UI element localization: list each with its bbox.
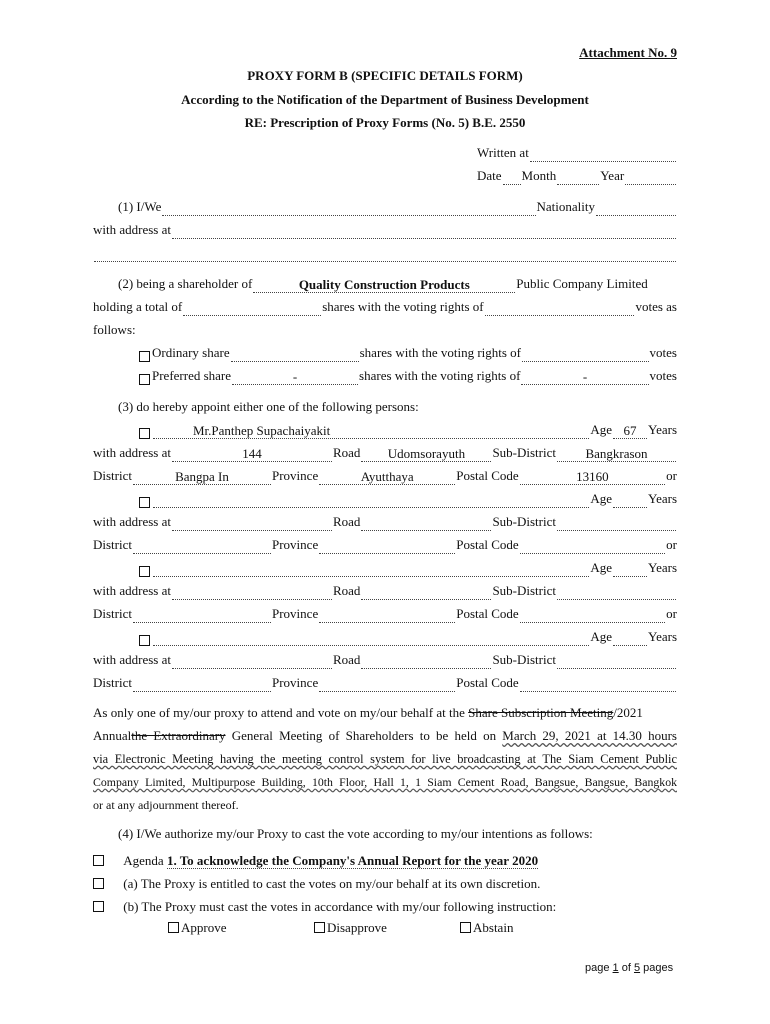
proxy1-district-row: District Bangpa In Province Ayutthaya Postal Code 13160 or (93, 468, 677, 484)
attachment-number: Attachment No. 9 (579, 45, 677, 60)
proxy2-address-row: with address at Road Sub-District (93, 513, 677, 531)
proxy2-age-field[interactable] (613, 494, 647, 508)
written-at-row: Written at (477, 144, 677, 162)
proxy1-postal-field[interactable]: 13160 (520, 471, 665, 485)
holding-row: holding a total of shares with the voting rights of votes as (93, 299, 677, 314)
form-title: PROXY FORM B (SPECIFIC DETAILS FORM) (247, 68, 523, 83)
ordinary-votes-field[interactable] (522, 348, 649, 362)
date-field[interactable] (503, 171, 521, 185)
proxy3-checkbox[interactable] (139, 566, 150, 577)
follows-label: follows: (93, 322, 136, 337)
option-a-checkbox[interactable] (93, 878, 104, 889)
section1-row: (1) I/We Nationality (118, 198, 677, 216)
meeting-line-1: As only one of my/our proxy to attend and vote on my/our behalf at the Share Subscription Meeting/2021 (93, 705, 643, 720)
preferred-votes-field[interactable]: - (521, 371, 648, 385)
proxy3-district-row: District Province Postal Code or (93, 606, 677, 621)
proxy3-district-field[interactable] (133, 609, 271, 623)
abstain-option: Abstain (460, 919, 610, 937)
proxy2-road-field[interactable] (361, 517, 491, 531)
option-b-checkbox[interactable] (93, 901, 104, 912)
proxy3-postal-field[interactable] (520, 609, 665, 623)
preferred-share-checkbox[interactable] (139, 374, 150, 385)
proxy1-road-field[interactable]: Udomsorayuth (361, 448, 491, 462)
proxy1-district-field[interactable]: Bangpa In (133, 471, 271, 485)
proxy3-address-field[interactable] (172, 586, 332, 600)
ordinary-share-checkbox[interactable] (139, 351, 150, 362)
date-row: Date Month Year (477, 167, 677, 185)
proxy1-province-field[interactable]: Ayutthaya (319, 471, 455, 485)
proxy4-district-row: District Province Postal Code (93, 674, 677, 692)
proxy1-checkbox[interactable] (139, 428, 150, 439)
section1-address-row-2 (93, 244, 677, 262)
proxy4-province-field[interactable] (319, 678, 455, 692)
proxy1-age-field[interactable]: 67 (613, 425, 647, 439)
meeting-line-3: via Electronic Meeting having the meeting control system for live broadcasting at The Siam Cement Public (93, 752, 677, 766)
agenda-title: 1. To acknowledge the Company's Annual Report for the year 2020 (166, 853, 539, 868)
approve-checkbox[interactable] (168, 922, 179, 933)
disapprove-option: Disapprove (314, 919, 464, 937)
proxy2-name-row: Age Years (139, 490, 677, 508)
appoint-label: (3) do hereby appoint either one of the following persons: (118, 399, 419, 414)
meeting-line-5: or at any adjournment thereof. (93, 798, 239, 812)
proxy1-address-row: with address at 144 Road Udomsorayuth Sub-District Bangkrason (93, 444, 677, 462)
proxy1-subdistrict-field[interactable]: Bangkrason (557, 448, 676, 462)
proxy4-address-row: with address at Road Sub-District (93, 651, 677, 669)
company-field[interactable]: Quality Construction Products (253, 279, 515, 293)
proxy3-subdistrict-field[interactable] (557, 586, 676, 600)
proxy3-address-row: with address at Road Sub-District (93, 582, 677, 600)
proxy3-province-field[interactable] (319, 609, 455, 623)
ordinary-shares-field[interactable] (231, 348, 359, 362)
section1-address-row: with address at (93, 221, 677, 239)
proxy4-name-row: Age Years (139, 628, 677, 646)
month-field[interactable] (557, 171, 599, 185)
proxy4-postal-field[interactable] (520, 678, 676, 692)
written-at-field[interactable] (530, 148, 676, 162)
option-a-row: (a) The Proxy is entitled to cast the votes on my/our behalf at its own discretion. (93, 875, 677, 893)
preferred-share-row: Preferred share - shares with the voting rights of - votes (139, 367, 677, 385)
approve-option: Approve (168, 919, 318, 937)
proxy3-age-field[interactable] (613, 563, 647, 577)
section1-address-field-2[interactable] (94, 248, 676, 262)
meeting-line-4: Company Limited, Multipurpose Building, 10th Floor, Hall 1, 1 Siam Cement Road, Bangsue, Bangsue, Bangkok (93, 775, 677, 789)
proxy4-district-field[interactable] (133, 678, 271, 692)
authorize-label: (4) I/We authorize my/our Proxy to cast the vote according to my/our intentions as follows: (118, 826, 593, 841)
proxy2-postal-field[interactable] (520, 540, 665, 554)
section2-row: (2) being a shareholder of Quality Construction Products Public Company Limited (118, 276, 648, 292)
year-field[interactable] (625, 171, 676, 185)
agenda-row: Agenda 1. To acknowledge the Company's Annual Report for the year 2020 (93, 852, 677, 870)
option-b-row: (b) The Proxy must cast the votes in accordance with my/our following instruction: (93, 898, 677, 916)
proxy2-district-row: District Province Postal Code or (93, 537, 677, 552)
section1-address-field[interactable] (172, 225, 676, 239)
proxy2-name-field[interactable] (153, 494, 589, 508)
proxy3-name-field[interactable] (153, 563, 589, 577)
holding-shares-field[interactable] (183, 302, 321, 316)
proxy4-address-field[interactable] (172, 655, 332, 669)
proxy4-checkbox[interactable] (139, 635, 150, 646)
preferred-shares-field[interactable]: - (232, 371, 358, 385)
proxy2-province-field[interactable] (319, 540, 455, 554)
proxy1-address-field[interactable]: 144 (172, 448, 332, 462)
proxy2-district-field[interactable] (133, 540, 271, 554)
ordinary-share-row: Ordinary share shares with the voting rights of votes (139, 344, 677, 362)
meeting-line-2: Annualthe Extraordinary General Meeting of Shareholders to be held on March 29, 2021 at 14.30 hours (93, 728, 677, 743)
proxy3-name-row: Age Years (139, 559, 677, 577)
proxy1-name-row: Mr.Panthep Supachaiyakit Age 67 Years (139, 421, 677, 439)
proxy2-subdistrict-field[interactable] (557, 517, 676, 531)
agenda-checkbox[interactable] (93, 855, 104, 866)
abstain-checkbox[interactable] (460, 922, 471, 933)
proxy2-address-field[interactable] (172, 517, 332, 531)
holding-votes-field[interactable] (485, 302, 635, 316)
form-subtitle-1: According to the Notification of the Department of Business Development (181, 92, 589, 107)
proxy4-road-field[interactable] (361, 655, 491, 669)
proxy4-name-field[interactable] (153, 632, 589, 646)
proxy4-age-field[interactable] (613, 632, 647, 646)
iwe-name-field[interactable] (162, 202, 535, 216)
page-number: page 1 of 5 pages (585, 962, 674, 974)
form-subtitle-2: RE: Prescription of Proxy Forms (No. 5) B.E. 2550 (244, 115, 526, 130)
proxy2-checkbox[interactable] (139, 497, 150, 508)
proxy1-name-field[interactable]: Mr.Panthep Supachaiyakit (153, 425, 589, 439)
proxy3-road-field[interactable] (361, 586, 491, 600)
disapprove-checkbox[interactable] (314, 922, 325, 933)
nationality-field[interactable] (596, 202, 676, 216)
proxy4-subdistrict-field[interactable] (557, 655, 676, 669)
